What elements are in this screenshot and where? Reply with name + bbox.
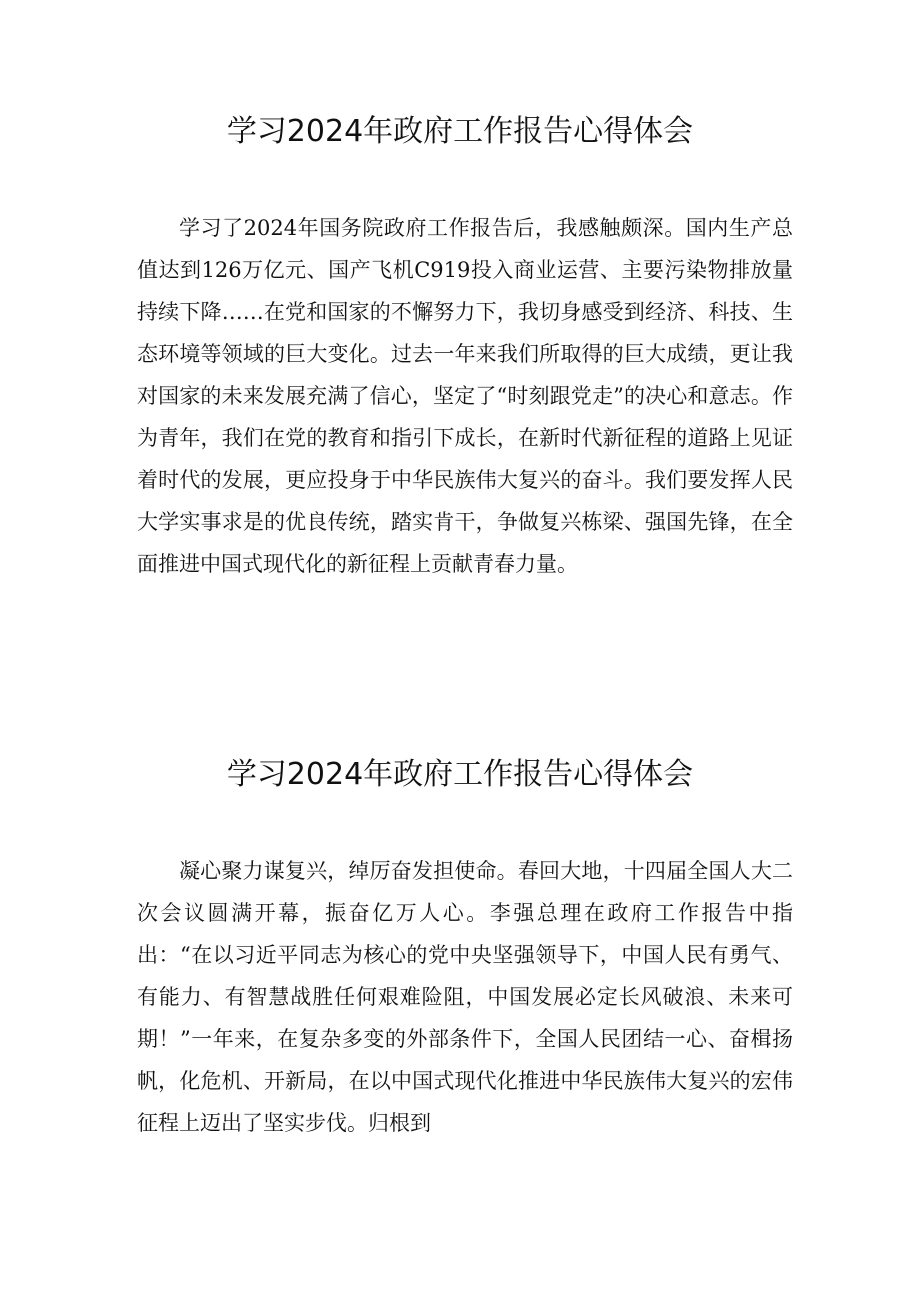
section-2-title: 学习2024年政府工作报告心得体会: [226, 757, 694, 792]
section-1-body: 学习了2024年国务院政府工作报告后，我感触颇深。国内生产总值达到126万亿元、国产飞机C919投入商业运营、主要污染物排放量持续下降……在党和国家的不懈努力下，我切身感受到经济、科技、生态环境等领域的巨大变化。过去一年来我们所取得的巨大成绩，更让我对国家的未来发展充满了信心，坚定了“时刻跟党走”的决心和意志。作为青年，我们在党的教育和指引下成长，在新时代新征程的道路上见证着时代的发展，更应投身于中华民族伟大复兴的奋斗。我们要发挥人民大学实事求是的优良传统，踏实肯干，争做复兴栋梁、强国先锋，在全面推进中国式现代化的新征程上贡献青春力量。: [137, 216, 793, 576]
section-1-title: 学习2024年政府工作报告心得体会: [226, 114, 694, 149]
section-2-body: 凝心聚力谋复兴，绰厉奋发担使命。春回大地，十四届全国人大二次会议圆满开幕，振奋亿万人心。李强总理在政府工作报告中指出：“在以习近平同志为核心的党中央坚强领导下，中国人民有勇气、有能力、有智慧战胜任何艰难险阻，中国发展必定长风破浪、未来可期！”一年来，在复杂多变的外部条件下，全国人民团结一心、奋楫扬帆，化危机、开新局，在以中国式现代化推进中华民族伟大复兴的宏伟征程上迈出了坚实步伐。归根到: [137, 859, 793, 1135]
